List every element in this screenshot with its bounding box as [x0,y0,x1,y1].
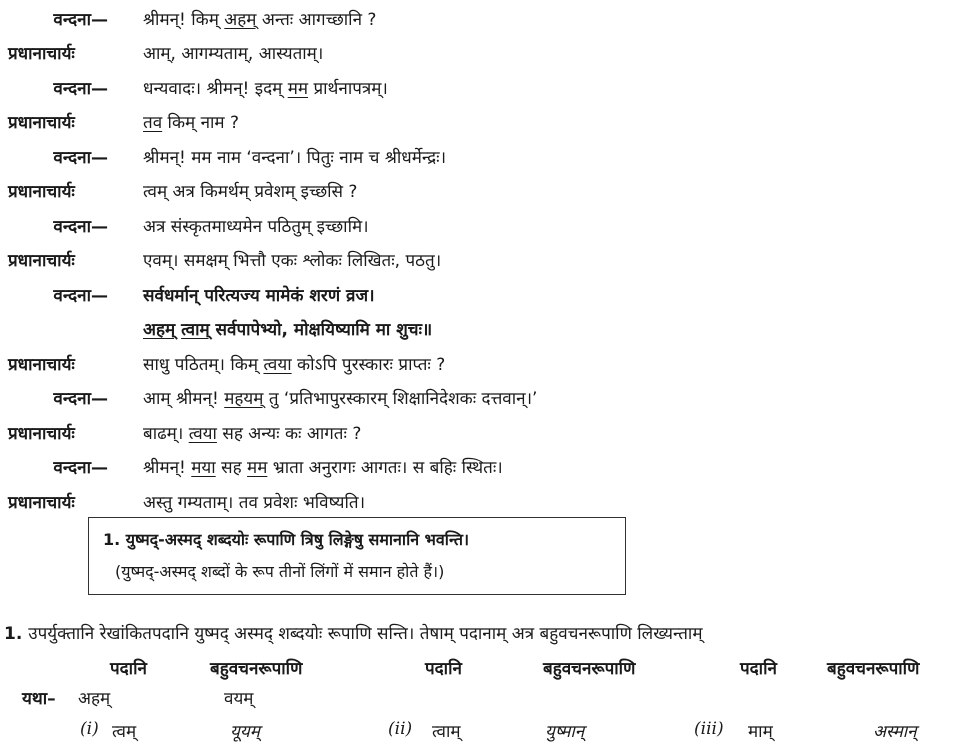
speaker-label: वन्दना— [53,10,108,30]
item-number: (iii) [694,719,724,739]
text-part: भ्राता अनुरागः आगतः। स बहिः स्थितः। [267,458,503,478]
rule-hindi: (युष्मद्-अस्मद् शब्दों के रूप तीनों लिंगों में समान होते हैं।) [115,562,445,581]
item-plural: यूयम् [230,722,260,742]
speaker-label: प्रधानाचार्यः [8,424,75,444]
text-part: अन्तः आगच्छानि ? [256,10,377,30]
underlined-word: त्वया [263,355,292,375]
text-part: सह अन्यः कः आगतः ? [216,424,362,444]
exercise-question [4,621,703,644]
speaker-label: वन्दना— [53,79,108,99]
speaker-label: वन्दना— [53,217,108,237]
underlined-word: मया [191,458,216,478]
dialogue-line [0,72,974,106]
dialogue-line [0,175,974,209]
column-header: बहुवचनरूपाणि [543,659,636,679]
underlined-word: अहम् [224,10,257,30]
underlined-word: अहम् [143,320,176,340]
text-part: तु ‘प्रतिभापुरस्कारम् शिक्षानिदेशकः दत्तवान्।’ [263,389,538,409]
example-plural: वयम् [224,689,254,709]
dialogue-line [0,279,974,313]
text-part: प्रार्थनापत्रम्। [308,79,388,99]
dialogue-text [143,382,537,416]
dialogue-line [0,141,974,175]
column-header: बहुवचनरूपाणि [827,659,920,679]
speaker-label: प्रधानाचार्यः [8,113,75,133]
text-part: बाढम्। [143,424,189,444]
dialogue-text [143,417,361,451]
dialogue-text [143,72,388,106]
item-number: (ii) [388,719,413,739]
text-part: अत्र संस्कृतमाध्यमेन पठितुम् इच्छामि। [143,217,369,237]
dialogue-line [0,382,974,416]
dialogue-line [0,37,974,71]
item-word: त्वाम् [432,722,461,742]
underlined-word: तव [143,113,163,133]
text-part: सह [215,458,248,478]
dialogue-line [0,417,974,451]
grammar-rule-box [88,517,626,595]
text-part: किम् नाम ? [162,113,240,133]
column-header: पदानि [740,659,777,679]
shloka-line-2 [143,313,432,347]
dialogue-line [0,348,974,382]
speaker-label: वन्दना— [53,148,108,168]
text-part: एवम्। समक्षम् भित्तौ एकः श्लोकः लिखितः, पठतु। [143,251,442,271]
underlined-word: त्वाम् [181,320,210,340]
dialogue-line [0,3,974,37]
dialogue-line [0,106,974,140]
text-part: कोऽपि पुरस्कारः प्राप्तः ? [291,355,446,375]
speaker-label: वन्दना— [53,458,108,478]
speaker-label: वन्दना— [53,286,108,306]
column-header: पदानि [425,659,462,679]
dialogue-text [143,486,365,520]
text-part: श्रीमन्! किम् [143,10,225,30]
dialogue-line [0,210,974,244]
item-word: माम् [748,722,773,742]
speaker-label: प्रधानाचार्यः [8,251,75,271]
shloka-line-1 [143,279,375,313]
dialogue-line [0,486,974,520]
text-part: धन्यवादः। श्रीमन्! इदम् [143,79,288,99]
dialogue-text [143,175,357,209]
item-plural: युष्मान् [545,722,585,742]
dialogue-text [143,37,323,71]
item-word: त्वम् [112,722,137,742]
text-part: श्रीमन्! मम नाम ‘वन्दना’। पितुः नाम च श्रीधर्मेन्द्रः। [143,148,447,168]
dialogue-line [0,451,974,485]
dialogue-text [143,210,369,244]
speaker-label: प्रधानाचार्यः [8,182,75,202]
speaker-label: प्रधानाचार्यः [8,44,75,64]
text-part: सर्वपापेभ्यो, मोक्षयिष्यामि मा शुचः॥ [209,320,433,340]
text-part: श्रीमन्! [143,458,192,478]
dialogue-text [143,244,441,278]
dialogue-text [143,141,446,175]
text-part: त्वम् अत्र किमर्थम् प्रवेशम् इच्छसि ? [143,182,358,202]
dialogue-text [143,451,503,485]
text-part: साधु पठितम्। किम् [143,355,264,375]
dialogue-text [143,106,239,140]
item-plural: अस्मान् [873,722,917,742]
speaker-label: प्रधानाचार्यः [8,355,75,375]
speaker-label: वन्दना— [53,389,108,409]
column-header: पदानि [110,659,147,679]
dialogue-text [143,3,376,37]
text-part: आम्, आगम्यताम्, आस्यताम्। [143,44,324,64]
speaker-label: प्रधानाचार्यः [8,493,75,513]
underlined-word: त्वया [188,424,217,444]
text-part: सर्वधर्मान् परित्यज्य मामेकं शरणं व्रज। [143,286,375,306]
example-word: अहम् [78,689,111,709]
underlined-word: मम [247,458,268,478]
rule-sanskrit: 1. युष्मद्-अस्मद् शब्दयोः रूपाणि त्रिषु लिङ्गेषु समानानि भवन्ति। [103,530,470,549]
dialogue-line [0,244,974,278]
text-part: आम् श्रीमन्! [143,389,225,409]
example-label: यथा– [22,689,56,709]
question-number: 1. [4,624,23,644]
item-number: (i) [80,719,99,739]
text-part: अस्तु गम्यताम्। तव प्रवेशः भविष्यति। [143,493,366,513]
underlined-word: महयम् [224,389,264,409]
underlined-word: मम [287,79,309,99]
dialogue-line [0,313,974,347]
question-text: उपर्युक्तानि रेखांकितपदानि युष्मद् अस्मद् शब्दयोः रूपाणि सन्ति। तेषाम् पदानाम् अत्र बहुवचनरूपाणि लिख्यन्ताम् [28,624,703,644]
column-header: बहुवचनरूपाणि [210,659,303,679]
dialogue-text [143,348,445,382]
